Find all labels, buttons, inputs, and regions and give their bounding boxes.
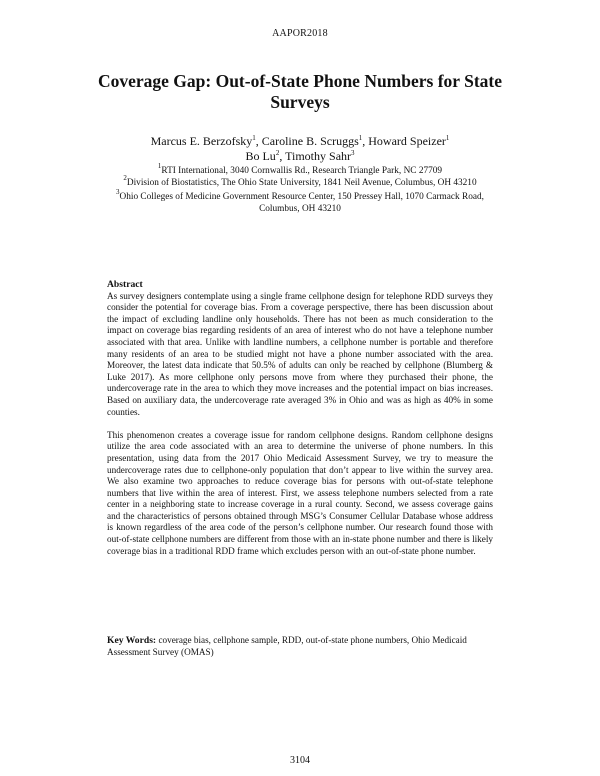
abstract-section [107, 279, 493, 557]
author-affiliation-mark: 1 [252, 134, 256, 142]
running-header: AAPOR2018 [272, 28, 328, 39]
affiliation-mark: 2 [123, 173, 127, 182]
affiliation-text: Division of Biostatistics, The Ohio State University, 1841 Neil Avenue, Columbus, OH 43210 [126, 177, 477, 188]
keywords-text: coverage bias, cellphone sample, RDD, out-of-state phone numbers, Ohio Medicaid Assessment Survey (OMAS) [107, 635, 467, 657]
author-name: Bo Lu [245, 149, 276, 163]
author-affiliation-mark: 1 [358, 134, 363, 142]
affiliation-mark: 1 [157, 162, 162, 170]
affiliation-text: RTI International, 3040 Cornwallis Rd., Research Triangle Park, NC 27709 [161, 166, 443, 176]
keywords-section [107, 635, 493, 658]
author-name: Howard Speizer [368, 134, 446, 148]
affiliation-list [115, 162, 485, 215]
keywords-label: Key Words: [107, 635, 157, 646]
author-affiliation-mark: 2 [275, 149, 280, 157]
author-name: Marcus E. Berzofsky [150, 134, 253, 148]
paper-title-line-2: Surveys [270, 92, 330, 112]
paper-title-line-1: Coverage Gap: Out-of-State Phone Numbers for State [97, 71, 503, 91]
abstract-paragraph: This phenomenon creates a coverage issue for random cellphone designs. Random cellphone designs utilize the area code associated with an area to determine the universe of phone numbers. In this presentation, using data from the 2017 Ohio Medicaid Assessment Survey, we try to measure the undercoverage rates due to cellphone-only population that don’t appear to live within the survey area. We also examine two approaches to reduce coverage bias for persons with out-of-state telephone numbers that live within the area of interest. First, we assess telephone numbers selected from a rate center in a neighboring state to increase coverage in a rural county. Second, we assess coverage gains and the characteristics of persons obtained through MSG’s Consumer Cellular Database whose address is known regardless of the area code of the person’s cellphone number. Our research found those with out-of-state cellphone numbers are different from those with an in-state phone number and there is likely coverage bias in a traditional RDD frame which excludes person with an out-of-state phone number. [107, 429, 493, 556]
affiliation-mark: 3 [116, 188, 120, 196]
affiliation-item [115, 188, 485, 215]
affiliation-item [115, 162, 485, 178]
affiliation-item [115, 173, 485, 190]
author-list: Marcus E. Berzofsky$^1$, Caroline B. Scruggs$^1$, Howard Speizer$^1$ Bo Lu$^2$, Timothy Sahr$^3$ [150, 134, 450, 163]
paper-title [80, 71, 520, 113]
abstract-heading: Abstract [107, 279, 143, 290]
author-affiliation-mark: 1 [445, 134, 450, 142]
author-name: Timothy Sahr [285, 149, 352, 163]
author-name: Caroline B. Scruggs [261, 134, 359, 148]
abstract-paragraph: As survey designers contemplate using a single frame cellphone design for telephone RDD surveys they consider the potential for coverage bias. From a coverage perspective, there has been discussion about the impact of excluding landline only households. There has not been as much consideration to the impact on coverage bias regarding residents of an area of interest who do not have a telephone number associated with that area. Unlike with landline numbers, a cellphone number is portable and therefore many residents of an area to be studied might not have a phone number associated with the area. Moreover, the latest data indicate that 50.5% of adults can only be reached by cellphone (Blumberg & Luke 2017). As more cellphone only persons move from where they purchased their phone, the undercoverage rate in the area to which they move increases and the potential impact on bias increases. Based on auxiliary data, the undercoverage rate averaged 3% in Ohio and was as high as 40% in some counties. [107, 290, 493, 417]
author-affiliation-mark: 3 [351, 149, 355, 157]
affiliation-text: Ohio Colleges of Medicine Government Resource Center, 150 Pressey Hall, 1070 Carmack Road, Columbus, OH 43210 [119, 192, 484, 214]
page-number: 3104 [290, 755, 310, 766]
